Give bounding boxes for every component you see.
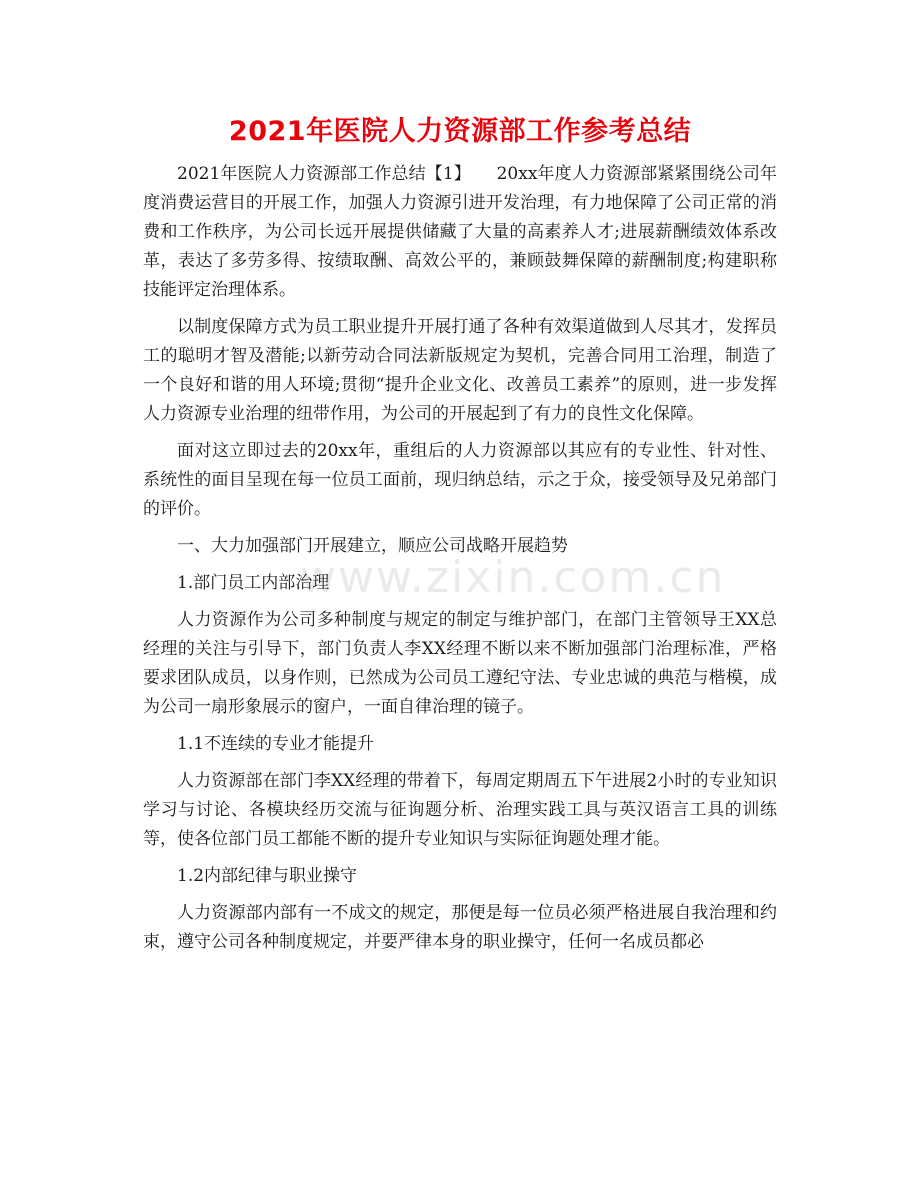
subsection-heading-1: 1.部门员工内部治理 bbox=[177, 573, 330, 593]
paragraph-5: 人力资源部在部门李XX经理的带着下，每周定期周五下午进展2小时的专业知识学习与讨论、各模块经历交流与征询题分析、治理实践工具与英汉语言工具的训练等，使各位部门员工都能不断的提升专业知识与实际征询题处理才能。 bbox=[143, 771, 777, 849]
paragraph-3: 面对这立即过去的20xx年，重组后的人力资源部以其应有的专业性、针对性、系统性的面目呈现在每一位员工面前，现归纳总结，示之于众，接受领导及兄弟部门的评价。 bbox=[143, 441, 777, 519]
paragraph-2: 以制度保障方式为员工职业提升开展打通了各种有效渠道做到人尽其才，发挥员工的聪明才智及潜能;以新劳动合同法新版规定为契机，完善合同用工治理，制造了一个良好和谐的用人环境;贯彻“提升企业文化、改善员工素养”的原则，进一步发挥人力资源专业治理的纽带作用，为公司的开展起到了有力的良性文化保障。 bbox=[143, 317, 777, 424]
section-heading-1: 一、大力加强部门开展建立，顺应公司战略开展趋势 bbox=[177, 536, 568, 556]
document-title: 2021年医院人力资源部工作参考总结 bbox=[228, 116, 692, 147]
subsection-heading-1-1: 1.1不连续的专业才能提升 bbox=[177, 734, 375, 754]
paragraph-1: 2021年医院人力资源部工作总结【1】 20xx年度人力资源部紧紧围绕公司年度消费运营目的开展工作，加强人力资源引进开发治理，有力地保障了公司正常的消费和工作秩序，为公司长远开展提供储藏了大量的高素养人才;进展薪酬绩效体系改革，表达了多劳多得、按绩取酬、高效公平的，兼顾鼓舞保障的薪酬制度;构建职称技能评定治理体系。 bbox=[143, 164, 777, 300]
paragraph-6: 人力资源部内部有一不成文的规定，那便是每一位员必须严格进展自我治理和约束，遵守公司各种制度规定，并要严律本身的职业操守，任何一名成员都必 bbox=[143, 903, 777, 952]
subsection-heading-1-2: 1.2内部纪律与职业操守 bbox=[177, 866, 358, 886]
paragraph-4: 人力资源作为公司多种制度与规定的制定与维护部门，在部门主管领导王XX总经理的关注与引导下，部门负责人李XX经理不断以来不断加强部门治理标准，严格要求团队成员，以身作则，已然成为公司员工遵纪守法、专业忠诚的典范与楷模，成为公司一扇形象展示的窗户，一面自律治理的镜子。 bbox=[143, 610, 777, 717]
document-body bbox=[143, 160, 777, 965]
watermark: www.zixin.com.cn bbox=[300, 552, 726, 603]
